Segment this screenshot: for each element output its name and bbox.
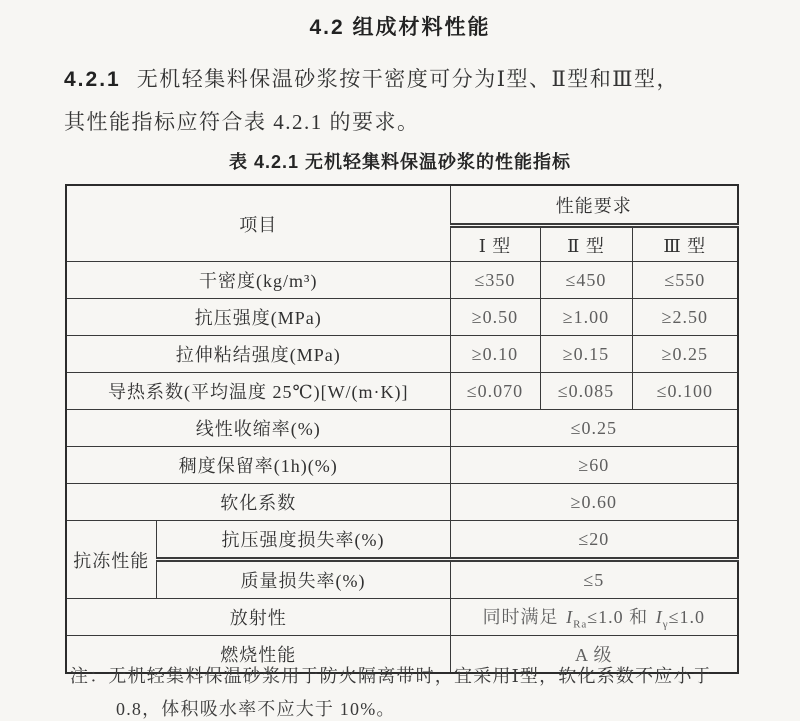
- row-consistency-retention: [66, 447, 738, 484]
- symbol-i-gamma: I: [655, 607, 663, 628]
- row-value-cell: ≥2.50: [632, 299, 738, 336]
- row-value-cell: ≤20: [450, 521, 738, 560]
- row-linear-shrinkage: [66, 410, 738, 447]
- table-header-row-1: [66, 185, 738, 226]
- performance-table: [65, 184, 739, 674]
- symbol-i-ra: I: [566, 607, 574, 628]
- section-heading: 4.2 组成材料性能: [309, 16, 491, 39]
- table-note: [70, 660, 760, 721]
- clause-paragraph: [64, 58, 744, 143]
- row-label-cell: 线性收缩率(%): [66, 410, 450, 447]
- row-value-cell: ≥60: [450, 447, 738, 484]
- row-value-cell: ≤550: [632, 262, 738, 299]
- row-radioactivity: [66, 599, 738, 636]
- row-label-cell: 抗压强度损失率(%): [156, 521, 450, 560]
- table-caption: 表 4.2.1 无机轻集料保温砂浆的性能指标: [228, 152, 572, 172]
- header-cell-item: 项目: [66, 185, 450, 262]
- row-label-cell: 放射性: [66, 599, 450, 636]
- row-value-cell: ≥0.15: [540, 336, 632, 373]
- row-value-cell: ≤0.070: [450, 373, 540, 410]
- row-label-cell: 燃烧性能: [66, 636, 450, 674]
- row-label-cell: 导热系数(平均温度 25℃)[W/(m·K)]: [66, 373, 450, 410]
- row-value-cell: ≤5: [450, 560, 738, 599]
- row-value-cell: ≤450: [540, 262, 632, 299]
- row-label-cell: 干密度(kg/m³): [66, 262, 450, 299]
- row-tensile-bond-strength: [66, 336, 738, 373]
- row-compressive-strength: [66, 299, 738, 336]
- row-value-cell: ≥0.25: [632, 336, 738, 373]
- row-label-cell: 质量损失率(%): [156, 560, 450, 599]
- header-cell-type-3: Ⅲ 型: [632, 226, 738, 262]
- row-value-cell: ≥0.10: [450, 336, 540, 373]
- note-line1: 注：无机轻集料保温砂浆用于防火隔离带时，宜采用Ⅰ型，软化系数不应小于: [70, 666, 712, 686]
- symbol-sub-gamma: γ: [662, 618, 669, 631]
- row-thermal-conductivity: [66, 373, 738, 410]
- row-label-cell: 软化系数: [66, 484, 450, 521]
- header-cell-requirement: 性能要求: [450, 185, 738, 226]
- row-value-cell: [450, 599, 738, 636]
- row-value-cell: ≤0.25: [450, 410, 738, 447]
- symbol-sub-ra: Ra: [573, 618, 588, 631]
- row-label-cell: 抗压强度(MPa): [66, 299, 450, 336]
- row-label-cell: 拉伸粘结强度(MPa): [66, 336, 450, 373]
- row-value-cell: ≤350: [450, 262, 540, 299]
- clause-text-line1: 无机轻集料保温砂浆按干密度可分为Ⅰ型、Ⅱ型和Ⅲ型，: [136, 67, 680, 91]
- radioactivity-prefix: 同时满足: [482, 607, 565, 628]
- row-dry-density: [66, 262, 738, 299]
- clause-number: 4.2.1: [64, 68, 121, 91]
- row-frost-strength-loss: [66, 521, 738, 560]
- row-value-cell: ≤0.100: [632, 373, 738, 410]
- note-line2: 0.8，体积吸水率不应大于 10%。: [116, 699, 396, 719]
- row-value-cell: ≥0.60: [450, 484, 738, 521]
- row-frost-mass-loss: [66, 560, 738, 599]
- frost-group-label-cell: 抗冻性能: [66, 521, 156, 599]
- row-label-cell: 稠度保留率(1h)(%): [66, 447, 450, 484]
- row-value-cell: ≤0.085: [540, 373, 632, 410]
- radioactivity-suffix: ≤1.0: [668, 607, 705, 628]
- row-value-cell: ≥1.00: [540, 299, 632, 336]
- row-softening-coefficient: [66, 484, 738, 521]
- clause-text-line2: 其性能指标应符合表 4.2.1 的要求。: [64, 110, 420, 134]
- header-cell-type-1: Ⅰ 型: [450, 226, 540, 262]
- header-cell-type-2: Ⅱ 型: [540, 226, 632, 262]
- radioactivity-mid: ≤1.0 和: [587, 607, 654, 628]
- row-value-cell: A 级: [450, 636, 738, 674]
- row-value-cell: ≥0.50: [450, 299, 540, 336]
